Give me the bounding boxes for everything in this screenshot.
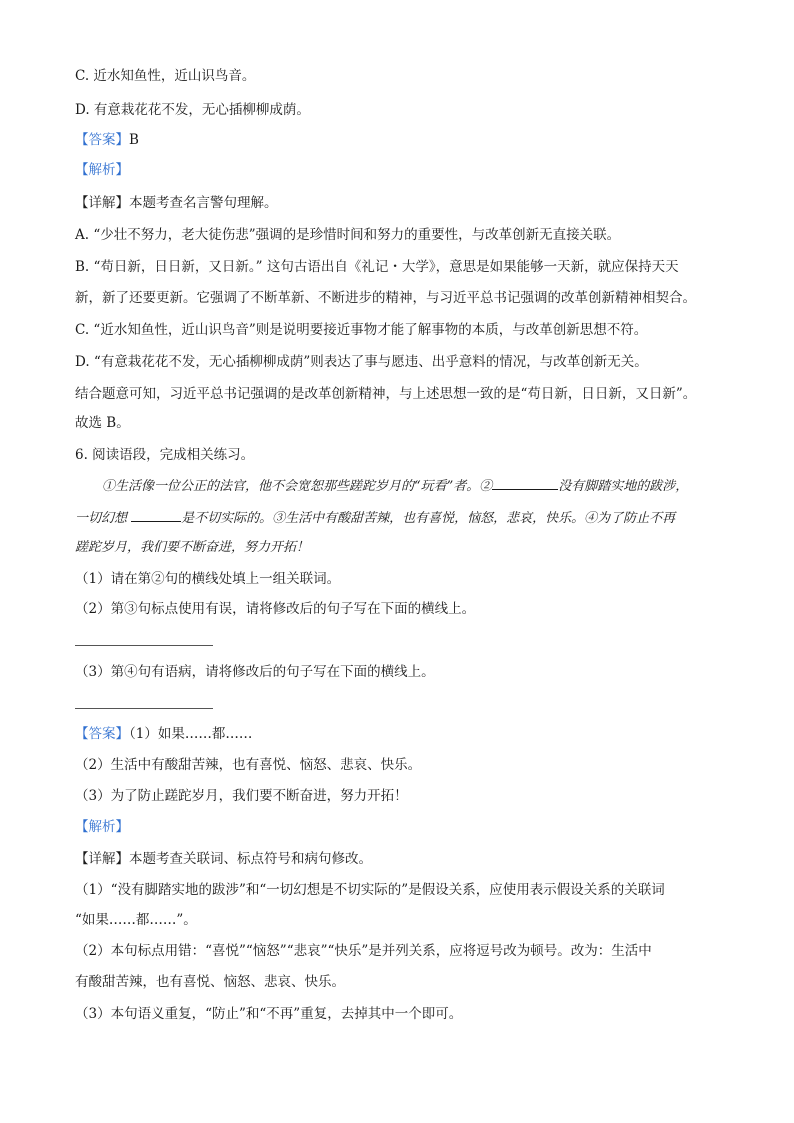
- answer-tag: 【答案】: [75, 132, 129, 148]
- detail-line: 【详解】本题考查名言警句理解。: [75, 195, 278, 211]
- q6-explain-1b: “如果……都……”。: [75, 912, 197, 928]
- explain-b-2: 新，新了还要更新。它强调了不断革新、不断进步的精神，与习近平总书记强调的改革创新精神相契合。: [75, 290, 696, 306]
- answer-value: B: [129, 132, 139, 148]
- q6-detail: 【详解】本题考查关联词、标点符号和病句修改。: [75, 851, 372, 867]
- explain-d: D. “有意栽花花不发，无心插柳柳成荫”则表达了事与愿违、出乎意料的情况，与改革创新无关。: [75, 354, 648, 370]
- explain-b-1: B. “苟日新，日日新，又日新。” 这句古语出自《礼记・大学》，意思是如果能够一天新，就应保持天天: [75, 259, 679, 275]
- q6-answer-2: （2）生活中有酸甜苦辣，也有喜悦、恼怒、悲哀、快乐。: [75, 757, 422, 773]
- sub-question-3: （3）第④句有语病，请将修改后的句子写在下面的横线上。: [75, 664, 435, 680]
- option-c: C. 近水知鱼性，近山识鸟音。: [75, 68, 256, 84]
- sub-question-2: （2）第③句标点使用有误，请将修改后的句子写在下面的横线上。: [75, 601, 476, 617]
- answer-rule-3[interactable]: [75, 708, 213, 709]
- passage-line-2: [75, 508, 675, 528]
- q6-answer-1-text: （1）如果……都……: [129, 726, 253, 742]
- q6-explain-1a: （1）“没有脚踏实地的跋涉”和“一切幻想是不切实际的”是假设关系，应使用表示假设关系的关联词: [75, 882, 665, 898]
- passage-1b: 没有脚踏实地的跋涉，: [558, 479, 689, 494]
- passage-2b: 是不切实际的。③生活中有酸甜苦辣，也有喜悦，恼怒，悲哀，快乐。④为了防止不再: [181, 511, 676, 526]
- q6-answer-1: [75, 725, 252, 743]
- passage-1a: ①生活像一位公正的法官，他不会宽恕那些蹉跎岁月的“玩看”者。②: [102, 479, 493, 494]
- q6-explain-2a: （2）本句标点用错：“喜悦”“恼怒”“悲哀”“快乐”是并列关系，应将逗号改为顿号。改为：生活中: [75, 943, 652, 959]
- question-6-title: 6. 阅读语段，完成相关练习。: [75, 447, 255, 463]
- passage-2a: 一切幻想: [75, 511, 132, 526]
- q6-answer-3: （3）为了防止蹉跎岁月，我们要不断奋进，努力开拓！: [75, 788, 408, 804]
- summary-line: 结合题意可知，习近平总书记强调的是改革创新精神，与上述思想一致的是“苟日新，日日新，又日新”。: [75, 386, 697, 402]
- passage-line-3: 蹉跎岁月，我们要不断奋进，努力开拓！: [75, 540, 310, 555]
- blank-1[interactable]: [492, 476, 558, 490]
- q6-explain-3: （3）本句语义重复，“防止”和“不再”重复，去掉其中一个即可。: [75, 1006, 463, 1022]
- passage-line-1: [102, 476, 688, 496]
- answer-line: [75, 131, 139, 149]
- explain-a: A. “少壮不努力，老大徒伤悲”强调的是珍惜时间和努力的重要性，与改革创新无直接关联。: [75, 227, 621, 243]
- choice-line: 故选 B。: [75, 415, 130, 431]
- option-d: D. 有意栽花花不发，无心插柳柳成荫。: [75, 102, 310, 118]
- analysis-tag: 【解析】: [75, 162, 129, 178]
- explain-c: C. “近水知鱼性，近山识鸟音”则是说明要接近事物才能了解事物的本质，与改革创新思想不符。: [75, 322, 648, 338]
- blank-2[interactable]: [131, 508, 181, 522]
- sub-question-1: （1）请在第②句的横线处填上一组关联词。: [75, 571, 341, 587]
- answer-rule-2[interactable]: [75, 645, 213, 646]
- q6-answer-tag: 【答案】: [75, 726, 129, 742]
- q6-explain-2b: 有酸甜苦辣，也有喜悦、恼怒、悲哀、快乐。: [75, 974, 345, 990]
- q6-analysis-tag: 【解析】: [75, 819, 129, 835]
